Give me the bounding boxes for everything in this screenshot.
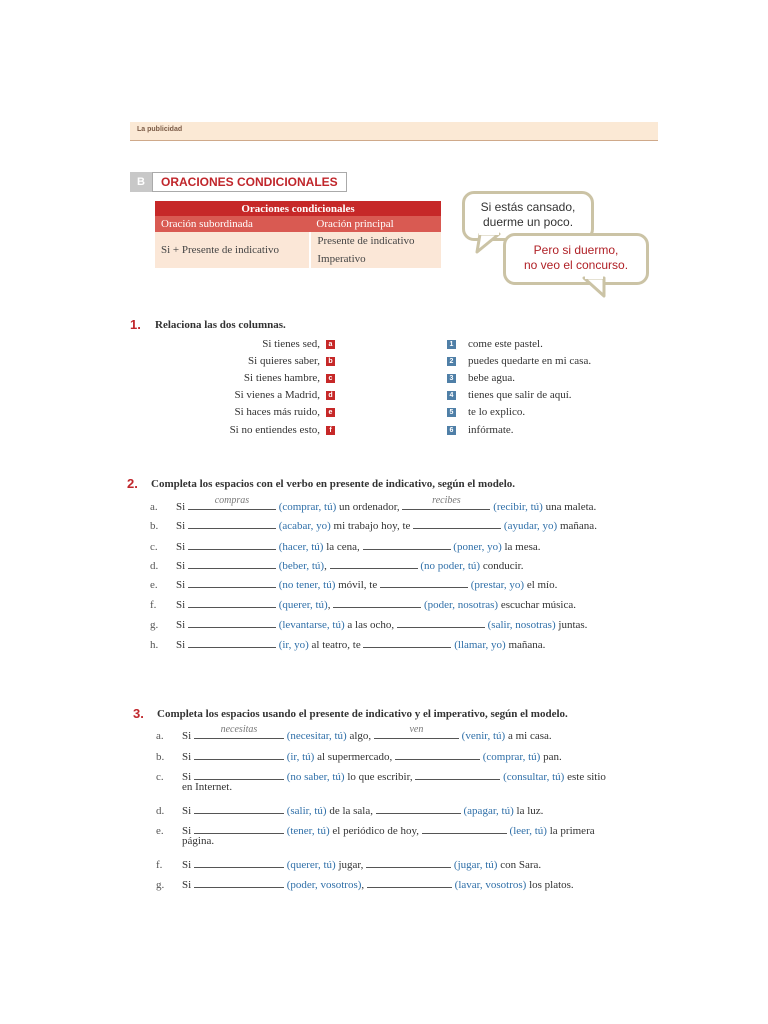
row-si: Si (176, 520, 186, 532)
row-si: Si (182, 751, 192, 763)
answer-blank-1[interactable] (188, 517, 276, 529)
answer-blank-2[interactable] (422, 822, 507, 834)
answer-fill-2: recibes (432, 495, 461, 506)
verb-hint-1: (acabar, yo) (278, 520, 331, 532)
verb-hint-1: (querer, tú) (278, 599, 328, 611)
row-middle-text: jugar, (335, 859, 367, 871)
answer-fill-2: ven (409, 724, 424, 735)
row-end-text: escuchar música. (498, 599, 576, 611)
verb-hint-1: (comprar, tú) (278, 501, 337, 513)
match-letter-badge[interactable]: f (326, 426, 335, 435)
verb-hint-1: (querer, tú) (286, 859, 336, 871)
row-si: Si (176, 560, 186, 572)
row-middle-text: móvil, te (335, 579, 380, 591)
answer-blank-2[interactable] (333, 596, 421, 608)
row-letter: c. (156, 771, 164, 783)
match-number-badge[interactable]: 1 (447, 340, 456, 349)
match-right-text: infórmate. (468, 424, 514, 436)
match-right-text: tienes que salir de aquí. (468, 389, 572, 401)
match-right-text: te lo explico. (468, 406, 526, 418)
row-end-text: una maleta. (542, 501, 597, 513)
row-end-text: juntas. (555, 619, 588, 631)
chapter-header (130, 122, 658, 141)
section-title: ORACIONES CONDICIONALES (152, 172, 347, 192)
verb-hint-2: (poner, yo) (453, 541, 502, 553)
match-letter-badge[interactable]: b (326, 357, 335, 366)
answer-blank-2[interactable] (415, 768, 500, 780)
verb-hint-1: (no saber, tú) (286, 771, 345, 783)
answer-blank-1[interactable] (194, 748, 284, 760)
row-si: Si (176, 501, 186, 513)
exercise-3-instruction: Completa los espacios usando el presente de indicativo y el imperativo, según el modelo. (157, 708, 568, 720)
row-letter: d. (156, 805, 165, 817)
row-middle-text: al supermercado, (314, 751, 395, 763)
row-end-text: este sitio (564, 771, 606, 783)
row-si: Si (182, 805, 192, 817)
exercise-row (156, 724, 552, 742)
verb-hint-2: (prestar, yo) (470, 579, 525, 591)
verb-hint-2: (lavar, vosotros) (454, 879, 527, 891)
match-left-item (135, 355, 335, 372)
match-left-item (135, 389, 335, 406)
answer-blank-2[interactable] (363, 538, 451, 550)
match-letter-badge[interactable]: e (326, 408, 335, 417)
row-end-text: pan. (540, 751, 562, 763)
row-end-text: la primera (546, 825, 595, 837)
exercise-row (150, 616, 587, 631)
bubble-1-line-1: Si estás cansado, (480, 200, 576, 214)
match-left-item (135, 338, 335, 355)
grammar-main-value-2: Imperativo (310, 250, 441, 268)
grammar-subordinate-value: Si + Presente de indicativo (155, 232, 310, 268)
row-middle-text: algo, (346, 730, 374, 742)
bubble-2-line-1: Pero si duermo, (533, 243, 619, 257)
grammar-col-subordinate: Oración subordinada (155, 216, 310, 232)
row-middle-text: lo que escribir, (344, 771, 416, 783)
row-letter: c. (150, 541, 158, 553)
row-end-text: el mío. (524, 579, 558, 591)
answer-blank-1[interactable] (194, 856, 284, 868)
match-left-text: Si vienes a Madrid, (234, 389, 320, 402)
answer-blank-1[interactable] (188, 576, 276, 588)
exercise-row (150, 596, 576, 611)
row-end-text: la luz. (513, 805, 544, 817)
exercise-row (150, 538, 541, 553)
verb-hint-2: (comprar, tú) (482, 751, 541, 763)
row-letter: a. (150, 501, 158, 513)
verb-hint-2: (consultar, tú) (503, 771, 565, 783)
grammar-table-title: Oraciones condicionales (155, 201, 441, 216)
answer-blank-2[interactable] (367, 876, 452, 888)
verb-hint-1: (tener, tú) (286, 825, 330, 837)
exercise-2-number: 2. (127, 476, 138, 491)
row-continuation: página. (182, 835, 215, 847)
match-right-item (447, 406, 525, 423)
match-letter-badge[interactable]: c (326, 374, 335, 383)
row-letter: e. (156, 825, 164, 837)
row-middle-text: al teatro, te (308, 639, 364, 651)
answer-blank-2[interactable] (363, 636, 451, 648)
answer-blank-2[interactable] (366, 856, 451, 868)
answer-blank-2[interactable] (330, 557, 418, 569)
answer-blank-2[interactable] (374, 724, 459, 739)
answer-blank-2[interactable] (395, 748, 480, 760)
exercise-1-number: 1. (130, 317, 141, 332)
exercise-row (150, 636, 545, 651)
verb-hint-2: (salir, nosotras) (487, 619, 556, 631)
exercise-2-instruction: Completa los espacios con el verbo en presente de indicativo, según el modelo. (151, 478, 515, 490)
verb-hint-2: (jugar, tú) (453, 859, 498, 871)
verb-hint-1: (hacer, tú) (278, 541, 324, 553)
exercise-row (156, 822, 595, 837)
row-si: Si (182, 879, 192, 891)
exercise-row (150, 517, 597, 532)
verb-hint-2: (venir, tú) (461, 730, 506, 742)
match-left-text: Si tienes sed, (262, 338, 320, 351)
answer-fill-1: compras (214, 495, 250, 506)
verb-hint-1: (poder, vosotros) (286, 879, 362, 891)
answer-blank-2[interactable] (376, 802, 461, 814)
match-left-text: Si tienes hambre, (243, 372, 320, 385)
verb-hint-1: (ir, yo) (278, 639, 309, 651)
row-middle-text: mi trabajo hoy, te (330, 520, 414, 532)
verb-hint-2: (poder, nosotras) (423, 599, 499, 611)
row-end-text: mañana. (505, 639, 546, 651)
answer-blank-1[interactable] (188, 636, 276, 648)
match-right-item (447, 338, 543, 355)
match-number-badge[interactable]: 5 (447, 408, 456, 417)
match-right-text: come este pastel. (468, 338, 543, 350)
answer-blank-1[interactable] (194, 802, 284, 814)
row-si: Si (176, 619, 186, 631)
row-letter: f. (156, 859, 163, 871)
row-end-text: a mi casa. (505, 730, 552, 742)
grammar-table (155, 201, 441, 268)
row-middle-text: , (327, 599, 334, 611)
match-left-item (135, 372, 335, 389)
bubble-1-tail (475, 232, 505, 254)
row-letter: d. (150, 560, 159, 572)
row-end-text: con Sara. (497, 859, 542, 871)
match-left-item (135, 424, 335, 441)
bubble-1-line-2: duerme un poco. (482, 215, 574, 229)
row-middle-text: el periódico de hoy, (329, 825, 422, 837)
row-continuation: en Internet. (182, 781, 233, 793)
verb-hint-1: (levantarse, tú) (278, 619, 345, 631)
verb-hint-2: (leer, tú) (509, 825, 547, 837)
row-si: Si (182, 730, 192, 742)
answer-blank-2[interactable] (397, 616, 485, 628)
answer-blank-1[interactable] (188, 538, 276, 550)
match-left-text: Si no entiendes esto, (229, 424, 320, 437)
row-si: Si (182, 859, 192, 871)
row-end-text: los platos. (526, 879, 574, 891)
match-right-item (447, 424, 514, 441)
exercise-3-number: 3. (133, 706, 144, 721)
exercise-row (150, 495, 597, 513)
exercise-row (156, 748, 562, 763)
verb-hint-2: (recibir, tú) (493, 501, 543, 513)
row-si: Si (182, 771, 192, 783)
row-letter: a. (156, 730, 164, 742)
row-middle-text: a las ocho, (344, 619, 397, 631)
row-middle-text: un ordenador, (336, 501, 403, 513)
answer-blank-1[interactable] (188, 557, 276, 569)
verb-hint-1: (necesitar, tú) (286, 730, 347, 742)
exercise-row (156, 802, 543, 817)
grammar-col-main: Oración principal (310, 216, 441, 232)
match-right-text: bebe agua. (468, 372, 516, 384)
grammar-main-value-1: Presente de indicativo (310, 232, 441, 250)
row-si: Si (176, 599, 186, 611)
row-letter: e. (150, 579, 158, 591)
answer-blank-1[interactable] (188, 616, 276, 628)
verb-hint-1: (ir, tú) (286, 751, 315, 763)
answer-blank-2[interactable] (402, 495, 490, 510)
exercise-1-instruction: Relaciona las dos columnas. (155, 319, 286, 331)
row-end-text: mañana. (557, 520, 597, 532)
row-letter: g. (156, 879, 165, 891)
answer-blank-2[interactable] (380, 576, 468, 588)
answer-blank-1[interactable] (194, 768, 284, 780)
row-middle-text: de la sala, (326, 805, 376, 817)
bubble-2-tail (582, 276, 612, 300)
answer-blank-1[interactable] (194, 724, 284, 739)
section-letter: B (130, 172, 152, 192)
bubble-2-line-2: no veo el concurso. (523, 258, 629, 272)
exercise-row (150, 576, 557, 591)
match-right-item (447, 389, 572, 406)
match-number-badge[interactable]: 3 (447, 374, 456, 383)
match-right-item (447, 355, 591, 372)
exercise-row (150, 557, 523, 572)
speech-bubble-2 (503, 233, 649, 285)
row-letter: h. (150, 639, 159, 651)
match-letter-badge[interactable]: d (326, 391, 335, 400)
match-number-badge[interactable]: 2 (447, 357, 456, 366)
verb-hint-1: (no tener, tú) (278, 579, 336, 591)
row-end-text: la mesa. (501, 541, 541, 553)
verb-hint-2: (llamar, yo) (454, 639, 506, 651)
row-letter: f. (150, 599, 157, 611)
answer-fill-1: necesitas (220, 724, 258, 735)
row-si: Si (176, 639, 186, 651)
row-middle-text: la cena, (323, 541, 363, 553)
answer-blank-1[interactable] (188, 495, 276, 510)
match-right-item (447, 372, 515, 389)
match-number-badge[interactable]: 4 (447, 391, 456, 400)
chapter-title: La publicidad (137, 126, 183, 133)
verb-hint-2: (apagar, tú) (463, 805, 514, 817)
row-letter: b. (156, 751, 165, 763)
verb-hint-2: (ayudar, yo) (503, 520, 558, 532)
match-number-badge[interactable]: 6 (447, 426, 456, 435)
match-left-item (135, 406, 335, 423)
exercise-row (156, 876, 574, 891)
answer-blank-1[interactable] (194, 822, 284, 834)
verb-hint-2: (no poder, tú) (420, 560, 481, 572)
row-letter: g. (150, 619, 159, 631)
row-si: Si (176, 579, 186, 591)
row-middle-text: , (324, 560, 330, 572)
row-letter: b. (150, 520, 159, 532)
row-middle-text: , (361, 879, 367, 891)
match-left-text: Si haces más ruido, (234, 406, 320, 419)
match-right-text: puedes quedarte en mi casa. (468, 355, 592, 367)
answer-blank-1[interactable] (188, 596, 276, 608)
row-si: Si (182, 825, 192, 837)
row-end-text: conducir. (480, 560, 524, 572)
answer-blank-2[interactable] (413, 517, 501, 529)
verb-hint-1: (salir, tú) (286, 805, 327, 817)
match-letter-badge[interactable]: a (326, 340, 335, 349)
match-left-text: Si quieres saber, (248, 355, 320, 368)
answer-blank-1[interactable] (194, 876, 284, 888)
exercise-row (156, 856, 541, 871)
verb-hint-1: (beber, tú) (278, 560, 325, 572)
row-si: Si (176, 541, 186, 553)
